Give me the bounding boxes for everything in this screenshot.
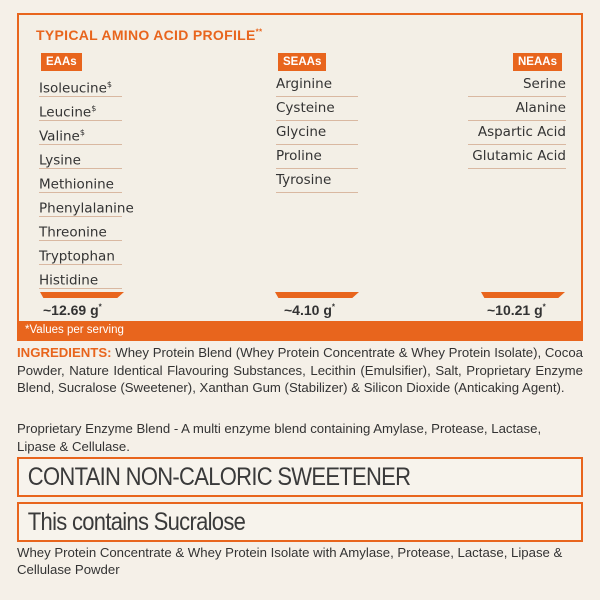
ingredients-text: [17, 344, 583, 397]
eaa-item: Threonine: [39, 217, 122, 241]
ingredients-label: INGREDIENTS:: [17, 345, 112, 360]
eaa-item: Lysine: [39, 145, 122, 169]
eaa-item: Tryptophan: [39, 241, 122, 265]
amino-acid-profile-panel: [17, 13, 583, 341]
neaa-item: Glutamic Acid: [468, 145, 566, 169]
eaa-badge: EAAs: [41, 53, 82, 71]
eaa-item: Leucine$: [39, 97, 122, 121]
seaa-total: ~4.10 g*: [284, 302, 335, 318]
neaa-item: Aspartic Acid: [468, 121, 566, 145]
eaa-item: Phenylalanine: [39, 193, 122, 217]
eaa-item: Valine$: [39, 121, 122, 145]
sucralose-notice-text: This contains Sucralose: [27, 508, 246, 536]
seaa-item: Arginine: [276, 73, 358, 97]
neaa-total: ~10.21 g*: [487, 302, 546, 318]
eaa-item: Histidine: [39, 265, 122, 289]
seaa-badge: SEAAs: [278, 53, 326, 71]
seaa-item: Proline: [276, 145, 358, 169]
eaa-item: Methionine: [39, 169, 122, 193]
neaa-badge: NEAAs: [513, 53, 562, 71]
profile-title: TYPICAL AMINO ACID PROFILE**: [36, 27, 263, 43]
ingredients-list: Whey Protein Blend (Whey Protein Concentrate & Whey Protein Isolate), Cocoa Powder, Nature Identical Flavouring Substances, Lecithin (Emulsifier), Salt, Proprietary Enzyme Blend, Sucralose (Sweetener), Xanthan Gum (Stabilizer) & Silicon Dioxide (Anticaking Agent).: [17, 345, 583, 395]
values-per-serving-note: *Values per serving: [17, 321, 583, 339]
sweetener-notice: [17, 457, 583, 497]
eaa-list: [39, 73, 134, 289]
enzyme-blend-text: Proprietary Enzyme Blend - A multi enzyme blend containing Amylase, Protease, Lactase, Lipase & Cellulase.: [17, 421, 542, 454]
sucralose-notice: [17, 502, 583, 542]
neaa-list: [468, 73, 566, 169]
neaa-total-bar: [481, 292, 565, 298]
seaa-total-bar: [275, 292, 359, 298]
seaa-item: Glycine: [276, 121, 358, 145]
eaa-item: Isoleucine$: [39, 73, 122, 97]
eaa-total-bar: [40, 292, 124, 298]
eaa-total: ~12.69 g*: [43, 302, 102, 318]
sweetener-notice-text: CONTAIN NON-CALORIC SWEETENER: [27, 463, 411, 491]
product-description: Whey Protein Concentrate & Whey Protein Isolate with Amylase, Protease, Lactase, Lipase & Cellulase Powder: [17, 545, 563, 577]
seaa-item: Cysteine: [276, 97, 358, 121]
neaa-item: Serine: [468, 73, 566, 97]
seaa-item: Tyrosine: [276, 169, 358, 193]
seaa-list: [276, 73, 358, 193]
title-mark: **: [255, 27, 263, 37]
neaa-item: Alanine: [468, 97, 566, 121]
